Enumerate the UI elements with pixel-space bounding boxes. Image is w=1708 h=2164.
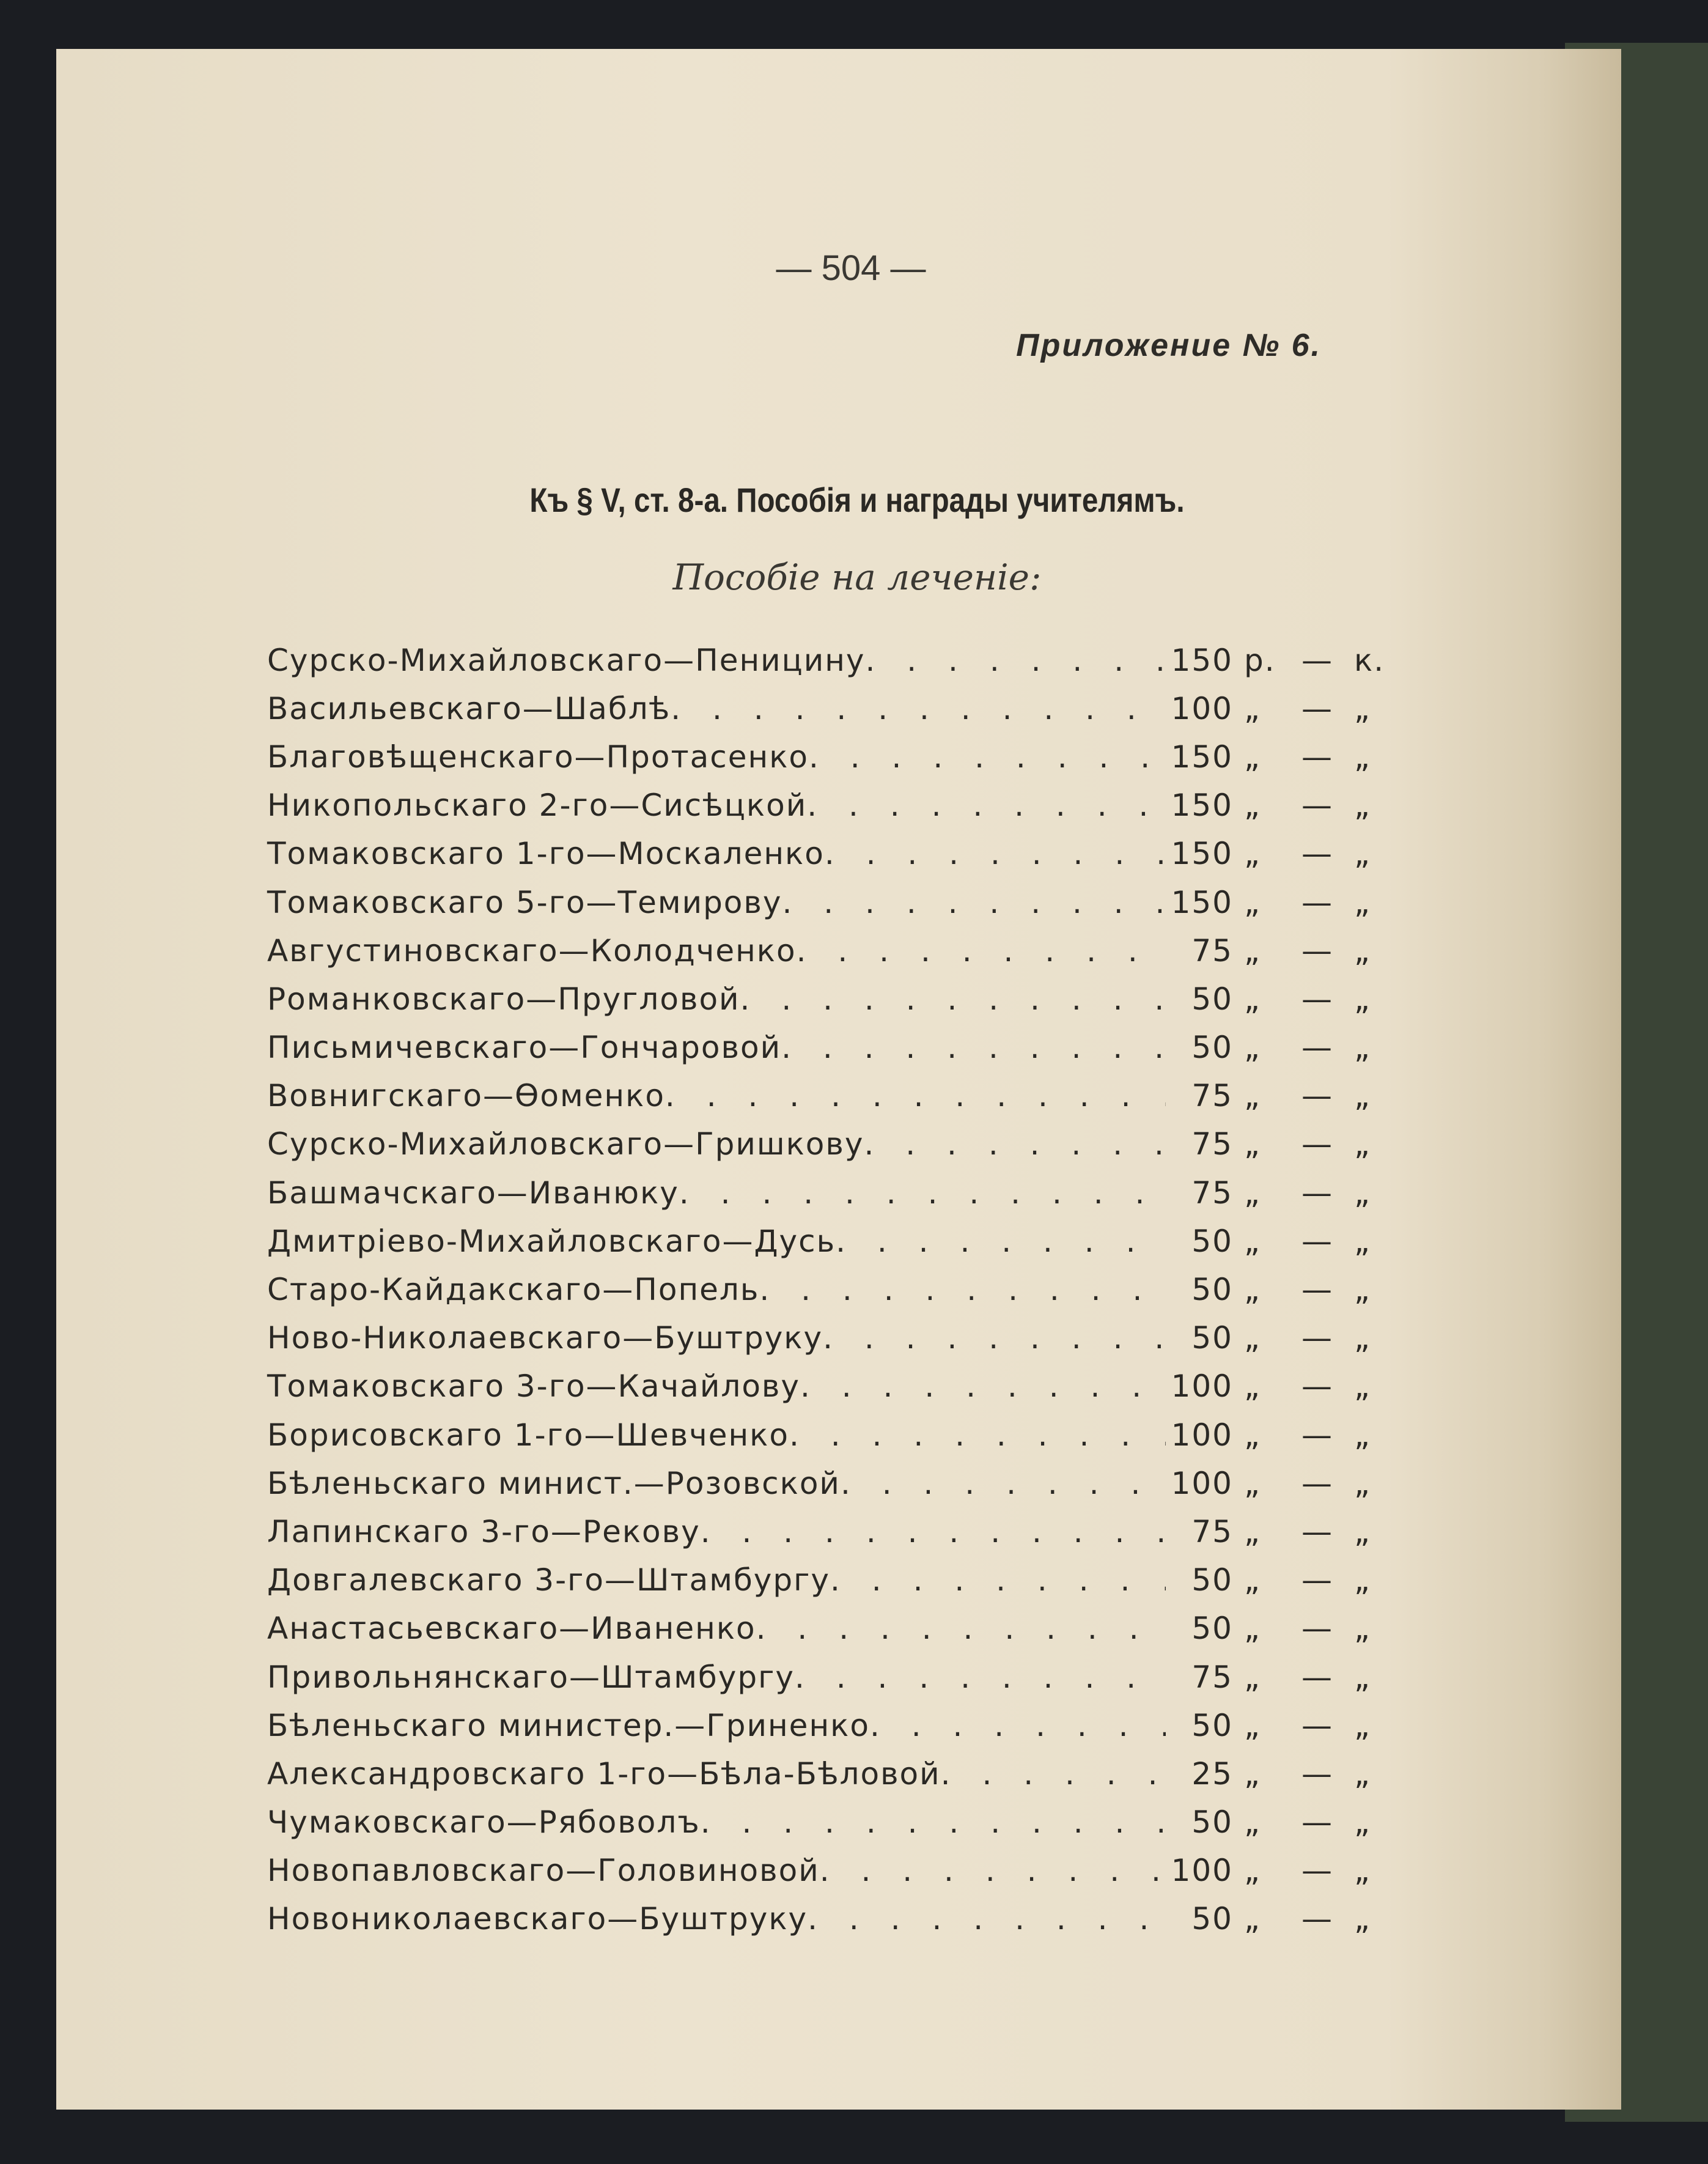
entry-label bbox=[267, 1708, 1166, 1743]
list-item bbox=[267, 1072, 1397, 1120]
list-item bbox=[267, 1798, 1397, 1847]
list-item bbox=[267, 1314, 1397, 1362]
entry-label bbox=[267, 1756, 1166, 1792]
rubles-unit: „ bbox=[1244, 1368, 1261, 1405]
rubles-amount: 50 bbox=[1191, 1030, 1233, 1066]
dot-leader bbox=[679, 1175, 1166, 1211]
school-teacher-name: Александровскаго 1-го—Бѣла-Бѣловой bbox=[267, 1756, 941, 1792]
school-teacher-name: Никопольскаго 2-го—Сисѣцкой bbox=[267, 788, 808, 824]
dot-leader bbox=[941, 1756, 1166, 1792]
kopecks-unit: „ bbox=[1354, 1272, 1371, 1308]
book-page bbox=[56, 49, 1621, 2110]
school-teacher-name: Привольнянскаго—Штамбургу bbox=[267, 1659, 795, 1695]
kopecks-unit: „ bbox=[1354, 1417, 1371, 1453]
kopecks-unit: „ bbox=[1354, 1175, 1371, 1211]
entry-label bbox=[267, 933, 1166, 969]
kopecks-amount: — bbox=[1301, 642, 1333, 678]
rubles-unit: „ bbox=[1244, 1513, 1261, 1549]
kopecks-amount: — bbox=[1301, 1417, 1333, 1453]
rubles-amount: 75 bbox=[1191, 1659, 1233, 1695]
page-number: — 504 — bbox=[776, 248, 926, 288]
school-teacher-name: Анастасьевскаго—Иваненко bbox=[267, 1611, 756, 1647]
kopecks-unit: „ bbox=[1354, 884, 1371, 920]
kopecks-unit: „ bbox=[1354, 932, 1371, 969]
rubles-unit: „ bbox=[1244, 739, 1261, 775]
rubles-unit: „ bbox=[1244, 1030, 1261, 1066]
list-item bbox=[267, 636, 1397, 684]
school-teacher-name: Сурско-Михайловскаго—Пеницину bbox=[267, 642, 866, 678]
dot-leader bbox=[782, 885, 1166, 920]
list-item bbox=[267, 1169, 1397, 1217]
rubles-amount: 100 bbox=[1171, 1417, 1233, 1453]
rubles-amount: 75 bbox=[1191, 1175, 1233, 1211]
kopecks-unit: „ bbox=[1354, 1611, 1371, 1647]
rubles-amount: 75 bbox=[1191, 932, 1233, 969]
rubles-unit: „ bbox=[1244, 1853, 1261, 1889]
school-teacher-name: Письмичевскаго—Гончаровой bbox=[267, 1030, 782, 1066]
kopecks-amount: — bbox=[1301, 981, 1333, 1017]
dot-leader bbox=[701, 1514, 1166, 1549]
school-teacher-name: Романковскаго—Пругловой bbox=[267, 981, 740, 1017]
rubles-unit: „ bbox=[1244, 1223, 1261, 1259]
list-item bbox=[267, 926, 1397, 975]
rubles-unit: „ bbox=[1244, 1417, 1261, 1453]
kopecks-unit: „ bbox=[1354, 1368, 1371, 1405]
rubles-amount: 75 bbox=[1191, 1126, 1233, 1162]
kopecks-amount: — bbox=[1301, 1611, 1333, 1647]
school-teacher-name: Томаковскаго 1-го—Москаленко bbox=[267, 836, 825, 872]
list-item bbox=[267, 1653, 1397, 1701]
kopecks-amount: — bbox=[1301, 1513, 1333, 1549]
dot-leader bbox=[870, 1708, 1166, 1743]
dot-leader bbox=[759, 1272, 1166, 1307]
kopecks-amount: — bbox=[1301, 1707, 1333, 1743]
entry-label bbox=[267, 1804, 1166, 1840]
rubles-amount: 50 bbox=[1191, 1901, 1233, 1937]
school-teacher-name: Лапинскаго 3-го—Рекову bbox=[267, 1513, 701, 1549]
rubles-unit: р. bbox=[1244, 642, 1276, 678]
rubles-amount: 50 bbox=[1191, 1707, 1233, 1743]
rubles-amount: 150 bbox=[1171, 739, 1233, 775]
rubles-amount: 150 bbox=[1171, 836, 1233, 872]
kopecks-amount: — bbox=[1301, 1853, 1333, 1889]
dot-leader bbox=[797, 933, 1166, 969]
dot-leader bbox=[820, 1853, 1166, 1888]
rubles-amount: 50 bbox=[1191, 1562, 1233, 1598]
dot-leader bbox=[701, 1804, 1166, 1840]
kopecks-amount: — bbox=[1301, 1804, 1333, 1841]
list-item bbox=[267, 830, 1397, 878]
school-teacher-name: Бѣленьскаго министер.—Гриненко bbox=[267, 1707, 870, 1743]
rubles-amount: 50 bbox=[1191, 1223, 1233, 1259]
dot-leader bbox=[823, 1320, 1166, 1356]
school-teacher-name: Башмачскаго—Иванюку bbox=[267, 1175, 679, 1211]
entry-label bbox=[267, 788, 1166, 823]
entry-label bbox=[267, 1514, 1166, 1549]
kopecks-amount: — bbox=[1301, 1368, 1333, 1405]
kopecks-amount: — bbox=[1301, 739, 1333, 775]
rubles-amount: 25 bbox=[1191, 1756, 1233, 1792]
list-item bbox=[267, 1605, 1397, 1653]
dot-leader bbox=[809, 739, 1166, 775]
dot-leader bbox=[756, 1611, 1166, 1646]
dot-leader bbox=[781, 1030, 1166, 1065]
list-item bbox=[267, 975, 1397, 1023]
kopecks-amount: — bbox=[1301, 1272, 1333, 1308]
rubles-amount: 100 bbox=[1171, 1465, 1233, 1501]
kopecks-amount: — bbox=[1301, 1756, 1333, 1792]
dot-leader bbox=[830, 1562, 1166, 1598]
school-teacher-name: Борисовскаго 1-го—Шевченко bbox=[267, 1417, 789, 1453]
rubles-amount: 50 bbox=[1191, 1272, 1233, 1308]
list-item bbox=[267, 1701, 1397, 1749]
list-item bbox=[267, 1507, 1397, 1556]
list-item bbox=[267, 1749, 1397, 1798]
entry-label bbox=[267, 1320, 1166, 1356]
rubles-amount: 150 bbox=[1171, 788, 1233, 824]
school-teacher-name: Томаковскаго 5-го—Темирову bbox=[267, 884, 782, 920]
list-item bbox=[267, 1265, 1397, 1313]
kopecks-unit: к. bbox=[1354, 642, 1385, 678]
entry-label bbox=[267, 1126, 1166, 1162]
entry-label bbox=[267, 1175, 1166, 1211]
entry-label bbox=[267, 1368, 1166, 1404]
entry-label bbox=[267, 739, 1166, 775]
kopecks-amount: — bbox=[1301, 884, 1333, 920]
rubles-unit: „ bbox=[1244, 1756, 1261, 1792]
kopecks-amount: — bbox=[1301, 1078, 1333, 1114]
rubles-unit: „ bbox=[1244, 1465, 1261, 1501]
list-item bbox=[267, 1895, 1397, 1943]
entry-label bbox=[267, 885, 1166, 920]
rubles-amount: 150 bbox=[1171, 884, 1233, 920]
rubles-unit: „ bbox=[1244, 1901, 1261, 1937]
appendix-label: Приложение № 6. bbox=[1016, 328, 1322, 363]
entry-label bbox=[267, 1562, 1166, 1598]
dot-leader bbox=[789, 1417, 1166, 1453]
entry-label bbox=[267, 836, 1166, 871]
kopecks-amount: — bbox=[1301, 1659, 1333, 1695]
entry-label bbox=[267, 981, 1166, 1017]
rubles-unit: „ bbox=[1244, 1272, 1261, 1308]
school-teacher-name: Бѣленьскаго минист.—Розовской bbox=[267, 1465, 841, 1501]
entry-label bbox=[267, 1901, 1166, 1937]
school-teacher-name: Старо-Кайдакскаго—Попель bbox=[267, 1272, 760, 1308]
entry-label bbox=[267, 643, 1166, 678]
school-teacher-name: Новониколаевскаго—Буштруку bbox=[267, 1901, 808, 1937]
kopecks-amount: — bbox=[1301, 836, 1333, 872]
dot-leader bbox=[800, 1368, 1166, 1404]
kopecks-unit: „ bbox=[1354, 690, 1371, 726]
school-teacher-name: Августиновскаго—Колодченко bbox=[267, 932, 797, 969]
list-item bbox=[267, 1024, 1397, 1072]
kopecks-amount: — bbox=[1301, 690, 1333, 726]
kopecks-amount: — bbox=[1301, 1175, 1333, 1211]
kopecks-amount: — bbox=[1301, 932, 1333, 969]
dot-leader bbox=[665, 1078, 1166, 1113]
school-teacher-name: Благовѣщенскаго—Протасенко bbox=[267, 739, 809, 775]
rubles-amount: 50 bbox=[1191, 1611, 1233, 1647]
entry-label bbox=[267, 1611, 1166, 1646]
list-item bbox=[267, 1556, 1397, 1605]
entry-label bbox=[267, 1853, 1166, 1888]
kopecks-unit: „ bbox=[1354, 1513, 1371, 1549]
rubles-unit: „ bbox=[1244, 932, 1261, 969]
kopecks-unit: „ bbox=[1354, 1659, 1371, 1695]
allowance-list bbox=[267, 636, 1397, 1943]
rubles-amount: 75 bbox=[1191, 1513, 1233, 1549]
kopecks-unit: „ bbox=[1354, 739, 1371, 775]
rubles-amount: 100 bbox=[1171, 1853, 1233, 1889]
entry-label bbox=[267, 1224, 1166, 1259]
school-teacher-name: Томаковскаго 3-го—Качайлову bbox=[267, 1368, 800, 1405]
kopecks-amount: — bbox=[1301, 1126, 1333, 1162]
rubles-unit: „ bbox=[1244, 1707, 1261, 1743]
rubles-amount: 50 bbox=[1191, 1320, 1233, 1356]
kopecks-unit: „ bbox=[1354, 981, 1371, 1017]
rubles-amount: 100 bbox=[1171, 1368, 1233, 1405]
subheading: Пособіе на леченіе: bbox=[672, 556, 1042, 598]
dot-leader bbox=[795, 1660, 1166, 1695]
dot-leader bbox=[865, 643, 1166, 678]
school-teacher-name: Дмитріево-Михайловскаго—Дусь bbox=[267, 1223, 836, 1259]
kopecks-unit: „ bbox=[1354, 1126, 1371, 1162]
school-teacher-name: Вовнигскаго—Ѳоменко bbox=[267, 1078, 665, 1114]
school-teacher-name: Ново-Николаевскаго—Буштруку bbox=[267, 1320, 823, 1356]
kopecks-unit: „ bbox=[1354, 788, 1371, 824]
entry-label bbox=[267, 691, 1166, 726]
school-teacher-name: Новопавловскаго—Головиновой bbox=[267, 1853, 820, 1889]
dot-leader bbox=[671, 691, 1166, 726]
kopecks-unit: „ bbox=[1354, 1707, 1371, 1743]
dot-leader bbox=[807, 788, 1166, 823]
school-teacher-name: Васильевскаго—Шаблѣ bbox=[267, 690, 671, 726]
kopecks-unit: „ bbox=[1354, 1078, 1371, 1114]
kopecks-unit: „ bbox=[1354, 1320, 1371, 1356]
kopecks-amount: — bbox=[1301, 1223, 1333, 1259]
rubles-unit: „ bbox=[1244, 1659, 1261, 1695]
kopecks-unit: „ bbox=[1354, 1853, 1371, 1889]
kopecks-unit: „ bbox=[1354, 1562, 1371, 1598]
dot-leader bbox=[740, 981, 1166, 1017]
school-teacher-name: Сурско-Михайловскаго—Гришкову bbox=[267, 1126, 864, 1162]
kopecks-unit: „ bbox=[1354, 1223, 1371, 1259]
list-item bbox=[267, 1362, 1397, 1411]
rubles-unit: „ bbox=[1244, 836, 1261, 872]
list-item bbox=[267, 878, 1397, 926]
kopecks-amount: — bbox=[1301, 788, 1333, 824]
kopecks-unit: „ bbox=[1354, 1804, 1371, 1841]
kopecks-unit: „ bbox=[1354, 1901, 1371, 1937]
rubles-unit: „ bbox=[1244, 1611, 1261, 1647]
section-heading: Къ § V, ст. 8-а. Пособія и награды учителямъ. bbox=[529, 481, 1185, 519]
list-item bbox=[267, 1217, 1397, 1265]
dot-leader bbox=[841, 1466, 1166, 1501]
school-teacher-name: Довгалевскаго 3-го—Штамбургу bbox=[267, 1562, 830, 1598]
rubles-unit: „ bbox=[1244, 788, 1261, 824]
entry-label bbox=[267, 1417, 1166, 1453]
entry-label bbox=[267, 1078, 1166, 1113]
rubles-unit: „ bbox=[1244, 1320, 1261, 1356]
rubles-unit: „ bbox=[1244, 981, 1261, 1017]
dot-leader bbox=[825, 836, 1166, 871]
list-item bbox=[267, 733, 1397, 781]
rubles-unit: „ bbox=[1244, 1562, 1261, 1598]
kopecks-amount: — bbox=[1301, 1465, 1333, 1501]
kopecks-amount: — bbox=[1301, 1562, 1333, 1598]
entry-label bbox=[267, 1660, 1166, 1695]
list-item bbox=[267, 781, 1397, 830]
list-item bbox=[267, 684, 1397, 733]
entry-label bbox=[267, 1466, 1166, 1501]
list-item bbox=[267, 1459, 1397, 1507]
rubles-amount: 50 bbox=[1191, 1804, 1233, 1841]
dot-leader bbox=[864, 1126, 1166, 1162]
kopecks-unit: „ bbox=[1354, 1465, 1371, 1501]
rubles-amount: 50 bbox=[1191, 981, 1233, 1017]
rubles-unit: „ bbox=[1244, 884, 1261, 920]
rubles-unit: „ bbox=[1244, 1126, 1261, 1162]
kopecks-unit: „ bbox=[1354, 1756, 1371, 1792]
kopecks-amount: — bbox=[1301, 1320, 1333, 1356]
entry-label bbox=[267, 1272, 1166, 1307]
list-item bbox=[267, 1120, 1397, 1169]
kopecks-amount: — bbox=[1301, 1030, 1333, 1066]
rubles-amount: 150 bbox=[1171, 642, 1233, 678]
rubles-amount: 100 bbox=[1171, 690, 1233, 726]
rubles-unit: „ bbox=[1244, 1078, 1261, 1114]
kopecks-unit: „ bbox=[1354, 836, 1371, 872]
school-teacher-name: Чумаковскаго—Рябоволъ bbox=[267, 1804, 701, 1841]
rubles-unit: „ bbox=[1244, 690, 1261, 726]
rubles-unit: „ bbox=[1244, 1175, 1261, 1211]
rubles-unit: „ bbox=[1244, 1804, 1261, 1841]
list-item bbox=[267, 1411, 1397, 1459]
dot-leader bbox=[808, 1901, 1166, 1937]
kopecks-amount: — bbox=[1301, 1901, 1333, 1937]
entry-label bbox=[267, 1030, 1166, 1065]
list-item bbox=[267, 1847, 1397, 1895]
dot-leader bbox=[836, 1224, 1166, 1259]
kopecks-unit: „ bbox=[1354, 1030, 1371, 1066]
rubles-amount: 75 bbox=[1191, 1078, 1233, 1114]
